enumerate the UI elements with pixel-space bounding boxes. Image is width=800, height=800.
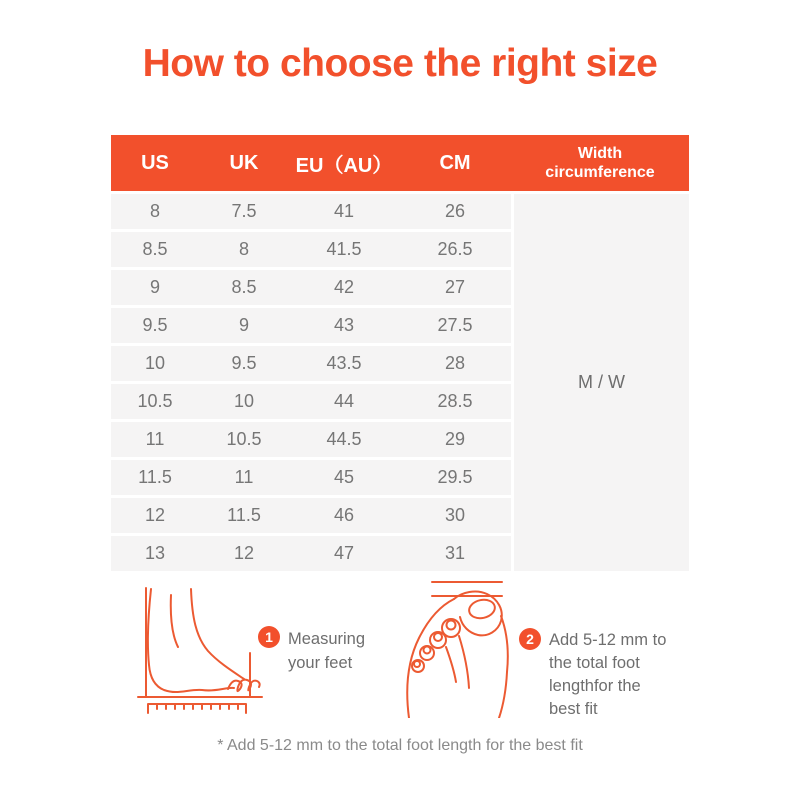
size-cell: 9.5 (142, 315, 168, 335)
foot-side-measure-illustration (134, 583, 266, 719)
footnote: * Add 5-12 mm to the total foot length for the best fit (217, 737, 583, 754)
size-cell: 9.5 (231, 353, 257, 373)
step-2-label (549, 629, 666, 721)
size-cell: 27.5 (437, 315, 473, 335)
toe-2-nail (447, 621, 456, 630)
size-cell: 12 (233, 543, 255, 563)
size-cell: 13 (144, 543, 166, 563)
header-cm: CM (439, 151, 471, 174)
toes-scribble (228, 680, 260, 691)
ankle-line (171, 595, 178, 647)
toe-4-nail (424, 647, 431, 654)
size-cell: 47 (333, 543, 355, 563)
ruler (148, 704, 246, 713)
table-row (111, 270, 511, 305)
shin-instep (191, 589, 244, 679)
step-1 (258, 626, 365, 675)
size-cell: 44 (333, 391, 355, 411)
size-cell: 43 (333, 315, 355, 335)
table-row (111, 384, 511, 419)
size-cell: 9 (238, 315, 249, 335)
size-cell: 31 (444, 543, 466, 563)
size-rows (111, 194, 511, 571)
size-cell: 29 (444, 429, 466, 449)
size-cell: 43.5 (326, 353, 362, 373)
step-2-line-1: Add 5-12 mm to (549, 631, 667, 649)
table-row (111, 498, 511, 533)
size-cell: 8.5 (142, 239, 168, 259)
header-width-circumference (511, 144, 689, 182)
size-cell: 9 (149, 277, 160, 297)
size-cell: 41 (333, 201, 355, 221)
foot-top-toes-illustration (402, 576, 524, 718)
size-cell: 10 (144, 353, 166, 373)
size-table-header (111, 135, 689, 191)
header-eu-au: EU（AU） (295, 154, 393, 177)
size-cell: 8 (149, 201, 160, 221)
size-cell: 12 (144, 505, 166, 525)
size-cell: 28.5 (437, 391, 473, 411)
size-cell: 10.5 (226, 429, 262, 449)
step-1-badge: 1 (258, 626, 280, 648)
size-cell: 7.5 (231, 201, 257, 221)
size-table (111, 135, 689, 571)
size-cell: 27 (444, 277, 466, 297)
toe-3-nail (434, 633, 442, 641)
header-width-line2: circumference (545, 164, 655, 181)
step-1-line-1: Measuring (288, 630, 366, 648)
size-cell: 28 (444, 353, 466, 373)
toe-crease-1 (459, 636, 469, 688)
header-us: US (141, 151, 169, 174)
size-cell: 45 (333, 467, 355, 487)
size-cell: 30 (444, 505, 466, 525)
step-2-line-4: best fit (549, 700, 598, 718)
step-2-line-3: lengthfor the (549, 677, 641, 695)
toe-5-nail (414, 661, 420, 667)
foot-top-toes-icon (402, 576, 524, 718)
table-row (111, 536, 511, 571)
width-value: M / W (578, 372, 625, 392)
step-2-line-2: the total foot (549, 654, 640, 672)
size-cell: 44.5 (326, 429, 362, 449)
size-cell: 10.5 (137, 391, 173, 411)
width-circumference-cell (514, 194, 689, 571)
size-cell: 11 (234, 467, 254, 487)
size-cell: 46 (333, 505, 355, 525)
foot-outline-right (499, 616, 508, 718)
size-cell: 26 (444, 201, 466, 221)
size-cell: 11 (145, 429, 165, 449)
step-2-badge: 2 (519, 628, 541, 650)
foot-side-measure-icon (134, 583, 266, 719)
table-row (111, 194, 511, 229)
size-cell: 26.5 (437, 239, 473, 259)
size-cell: 8 (238, 239, 249, 259)
table-row (111, 346, 511, 381)
table-row (111, 232, 511, 267)
size-cell: 11.5 (227, 505, 261, 525)
big-toe-outline (454, 592, 502, 636)
size-cell: 8.5 (231, 277, 257, 297)
size-cell: 42 (333, 277, 355, 297)
toe-crease-2 (446, 647, 456, 682)
table-row (111, 422, 511, 457)
header-uk: UK (229, 151, 259, 174)
big-toenail (467, 597, 496, 620)
header-width-line1: Width (577, 145, 623, 162)
size-cell: 10 (233, 391, 255, 411)
size-table-body (111, 194, 689, 571)
table-row (111, 460, 511, 495)
size-cell: 41.5 (326, 239, 362, 259)
table-row (111, 308, 511, 343)
step-1-label (288, 627, 365, 675)
step-2 (519, 628, 666, 721)
size-cell: 11.5 (138, 467, 172, 487)
page-title: How to choose the right size (142, 42, 658, 85)
step-1-line-2: your feet (288, 654, 353, 672)
size-cell: 29.5 (437, 467, 473, 487)
